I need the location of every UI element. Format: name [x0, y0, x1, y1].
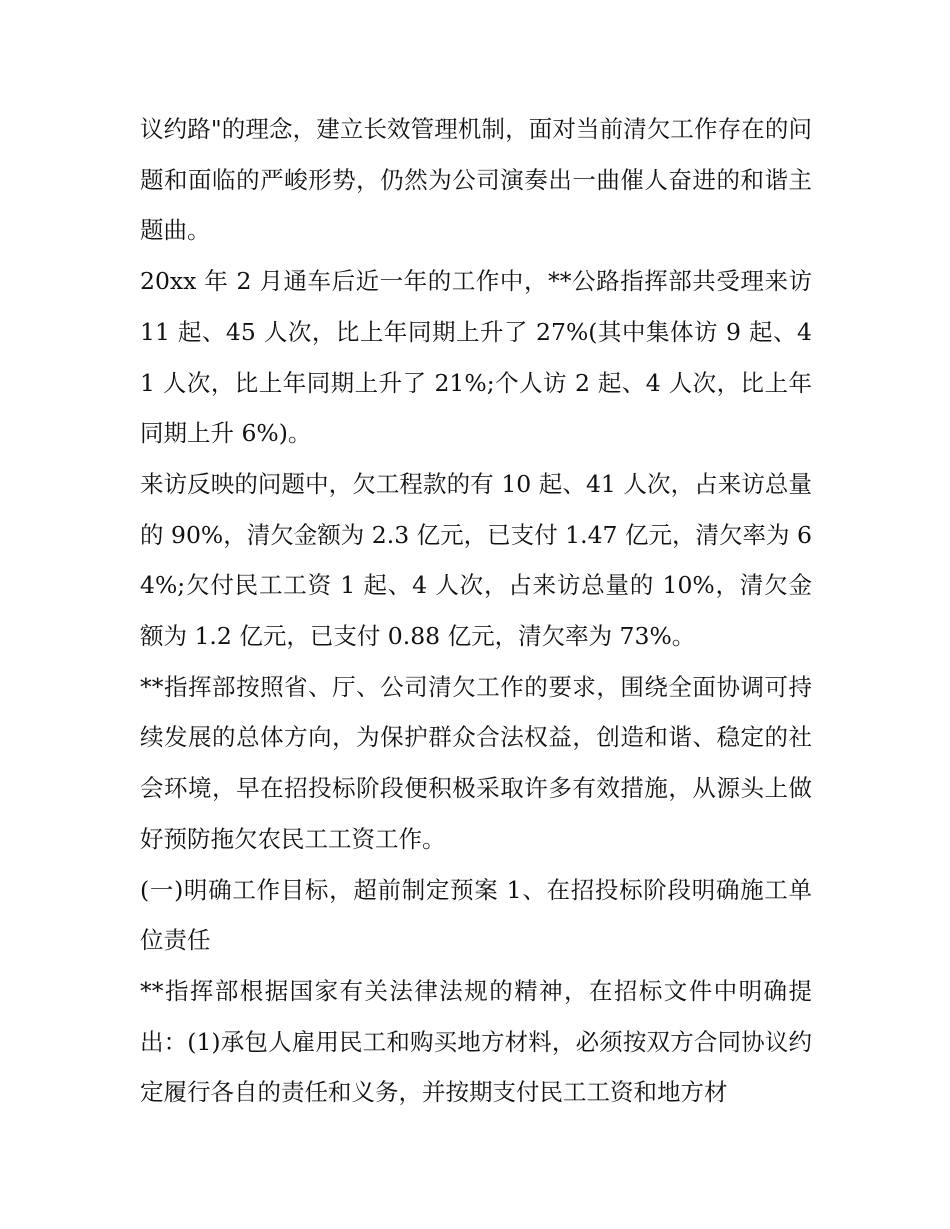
- section-heading-goals: (一)明确工作目标，超前制定预案 1、在招投标阶段明确施工单位责任: [140, 875, 812, 955]
- paragraph-concept: 议约路"的理念，建立长效管理机制，面对当前清欠工作存在的问题和面临的严峻形势，仍然为公司演奏出一曲催人奋进的和谐主题曲。: [140, 115, 812, 245]
- paragraph-visits-summary: 20xx 年 2 月通车后近一年的工作中，**公路指挥部共受理来访 11 起、45 人次，比上年同期上升了 27%(其中集体访 9 起、41 人次，比上年同期上升了 21%;个人访 2 起、4 人次，比上年同期上升 6%)。: [140, 267, 812, 448]
- document-body: [140, 104, 812, 1118]
- paragraph-issues-reported: 来访反映的问题中，欠工程款的有 10 起、41 人次，占来访总量的 90%，清欠金额为 2.3 亿元，已支付 1.47 亿元，清欠率为 64%;欠付民工工资 1 起、4 人次，占来访总量的 10%，清欠金额为 1.2 亿元，已支付 0.88 亿元，清欠率为 73%。: [140, 469, 812, 651]
- paragraph-tender-requirements: **指挥部根据国家有关法律法规的精神，在招标文件中明确提出：(1)承包人雇用民工和购买地方材料，必须按双方合同协议约定履行各自的责任和义务，并按期支付民工工资和地方材: [140, 976, 812, 1107]
- paragraph-headquarters-measures: **指挥部按照省、厅、公司清欠工作的要求，围绕全面协调可持续发展的总体方向，为保护群众合法权益，创造和谐、稳定的社会环境，早在招投标阶段便积极采取许多有效措施，从源头上做好预防拖欠农民工工资工作。: [140, 672, 812, 853]
